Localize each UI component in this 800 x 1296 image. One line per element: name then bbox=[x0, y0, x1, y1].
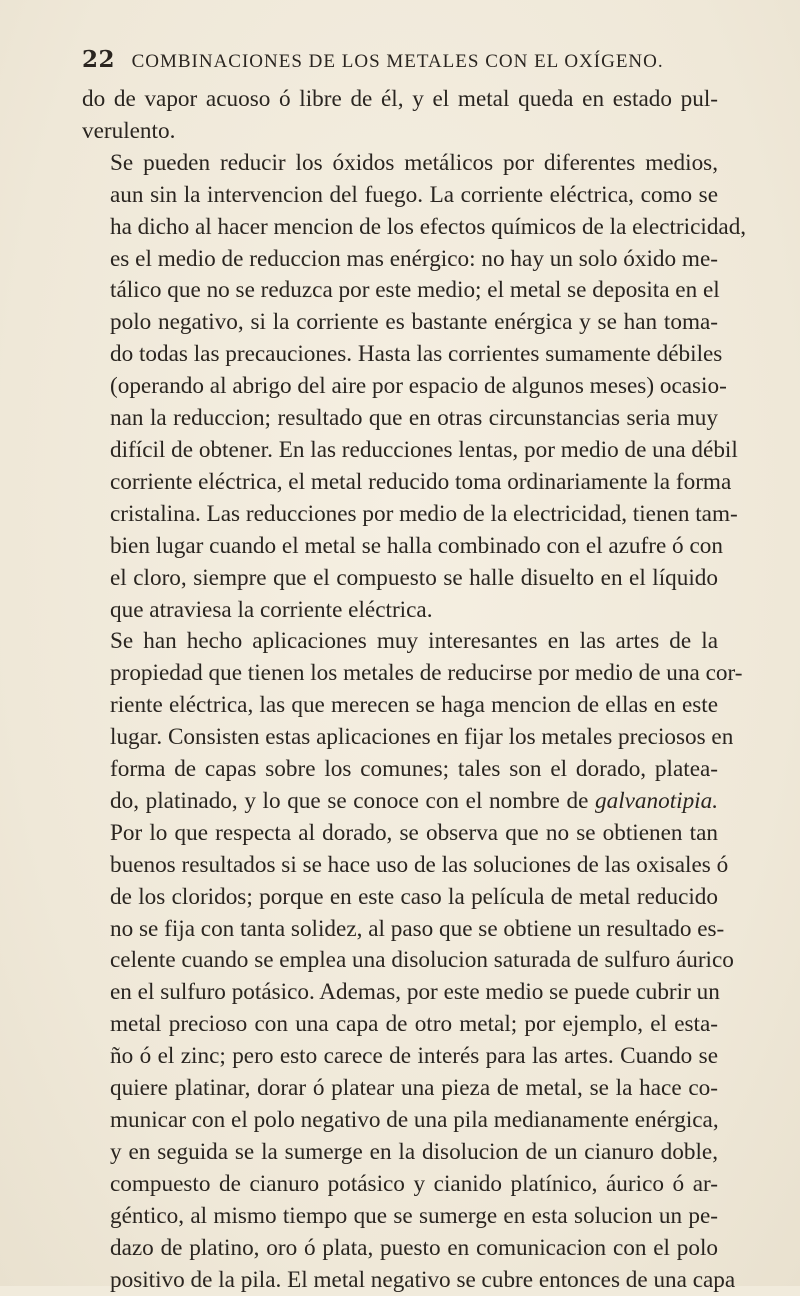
text-line-with-italic bbox=[82, 786, 718, 818]
text-line: ha dicho al hacer mencion de los efectos químicos de la electricidad, bbox=[110, 213, 747, 240]
text-line: y en seguida se la sumerge en la disolucion de un cianuro doble, bbox=[110, 1138, 718, 1165]
text-line: cristalina. Las reducciones por medio de la electricidad, tienen tam- bbox=[110, 500, 738, 527]
text-line: do todas las precauciones. Hasta las corrientes sumamente débiles bbox=[110, 341, 723, 368]
text-line: propiedad que tienen los metales de reducirse por medio de una cor- bbox=[110, 660, 743, 687]
text-line: compuesto de cianuro potásico y cianido platínico, áurico ó ar- bbox=[110, 1170, 718, 1197]
running-header bbox=[82, 46, 722, 73]
text-line: que atraviesa la corriente eléctrica. bbox=[110, 596, 433, 623]
text-line: dazo de platino, oro ó plata, puesto en comunicacion con el polo bbox=[110, 1234, 718, 1261]
text-line: Se pueden reducir los óxidos metálicos por diferentes medios, bbox=[110, 149, 718, 176]
text-line: aun sin la intervencion del fuego. La corriente eléctrica, como se bbox=[110, 181, 718, 208]
text-line: Se han hecho aplicaciones muy interesantes en las artes de la bbox=[110, 628, 718, 655]
text-line: verulento. bbox=[82, 117, 176, 144]
text-line: (operando al abrigo del aire por espacio de algunos meses) ocasio- bbox=[110, 373, 727, 400]
text-line: bien lugar cuando el metal se halla combinado con el azufre ó con bbox=[110, 532, 723, 559]
text-line: nan la reduccion; resultado que en otras circunstancias seria muy bbox=[110, 405, 718, 432]
text-line: corriente eléctrica, el metal reducido toma ordinariamente la forma bbox=[110, 468, 732, 495]
text-line: en el sulfuro potásico. Ademas, por este medio se puede cubrir un bbox=[110, 979, 720, 1006]
text-line: ño ó el zinc; pero esto carece de interés para las artes. Cuando se bbox=[110, 1043, 718, 1070]
text-line: riente eléctrica, las que merecen se haga mencion de ellas en este bbox=[110, 692, 718, 719]
text-line: do de vapor acuoso ó libre de él, y el metal queda en estado pul- bbox=[82, 86, 718, 112]
text-segment: do, platinado, y lo que se conoce con el nombre de bbox=[110, 787, 589, 814]
text-line: buenos resultados si se hace uso de las soluciones de las oxisales ó bbox=[110, 851, 729, 878]
text-line: difícil de obtener. En las reducciones lentas, por medio de una débil bbox=[110, 436, 738, 463]
text-line: quiere platinar, dorar ó platear una pieza de metal, se la hace co- bbox=[110, 1075, 718, 1102]
italic-term: galvanotipia. bbox=[595, 787, 719, 814]
text-line: municar con el polo negativo de una pila medianamente enérgica, bbox=[110, 1107, 719, 1133]
text-line: es el medio de reduccion mas enérgico: no hay un solo óxido me- bbox=[110, 245, 718, 272]
text-line: forma de capas sobre los comunes; tales son el dorado, platea- bbox=[110, 756, 718, 783]
text-line: no se fija con tanta solidez, al paso que se obtiene un resultado es- bbox=[110, 915, 725, 942]
running-title: COMBINACIONES DE LOS METALES CON EL OXÍGENO. bbox=[131, 51, 664, 72]
paragraph bbox=[82, 626, 743, 1296]
text-line: celente cuando se emplea una disolucion saturada de sulfuro áurico bbox=[110, 947, 734, 974]
text-line: metal precioso con una capa de otro metal; por ejemplo, el esta- bbox=[110, 1011, 718, 1038]
text-line: polo negativo, si la corriente es bastante enérgica y se han toma- bbox=[110, 309, 718, 336]
text-line: lugar. Consisten estas aplicaciones en fijar los metales preciosos en bbox=[110, 724, 734, 751]
paragraph bbox=[82, 84, 718, 148]
text-line: positivo de la pila. El metal negativo se cubre entonces de una capa bbox=[110, 1266, 736, 1293]
text-line: de los cloridos; porque en este caso la película de metal reducido bbox=[110, 883, 718, 910]
paragraph bbox=[82, 148, 747, 627]
body-text bbox=[82, 84, 747, 1296]
text-line: géntico, al mismo tiempo que se sumerge en esta solucion un pe- bbox=[110, 1202, 718, 1229]
text-line: el cloro, siempre que el compuesto se halle disuelto en el líquido bbox=[110, 564, 718, 591]
text-line: Por lo que respecta al dorado, se observa que no se obtienen tan bbox=[110, 819, 718, 846]
text-line: tálico que no se reduzca por este medio; el metal se deposita en el bbox=[110, 277, 720, 304]
page-number: 22 bbox=[82, 46, 116, 73]
